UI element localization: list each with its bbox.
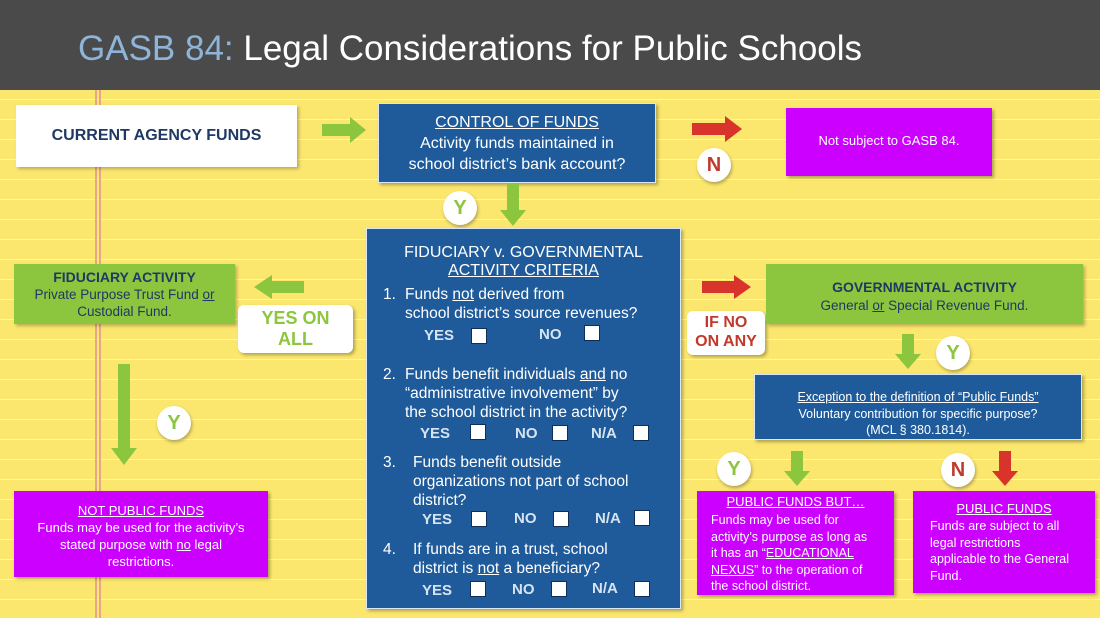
criterion-emphasis: and [579, 366, 606, 383]
exception-line2: (MCL § 380.1814). [866, 423, 970, 437]
public-funds-body [930, 518, 1069, 584]
public-funds-but-heading: PUBLIC FUNDS BUT… [726, 494, 865, 509]
no-checkbox[interactable] [553, 511, 569, 527]
no-checkbox[interactable] [552, 425, 568, 441]
governmental-line1 [766, 298, 1083, 313]
not-public-funds-text: legal [190, 537, 222, 552]
criterion-text: Funds [405, 286, 453, 303]
governmental-emphasis: or [872, 298, 885, 313]
current-agency-funds-box [16, 105, 297, 167]
fiduciary-text: Private Purpose Trust Fund [34, 287, 203, 302]
not-public-funds-line3: restrictions. [107, 554, 175, 569]
not-public-funds-heading: NOT PUBLIC FUNDS [77, 503, 205, 518]
yes-label-text: YES [420, 425, 451, 442]
na-label-text: N/A [595, 510, 621, 527]
yes-checkbox[interactable] [470, 424, 486, 440]
public-funds-box [913, 491, 1095, 593]
yes-checkbox[interactable] [471, 328, 487, 344]
na-label [591, 425, 617, 442]
yes-label-text: YES [422, 582, 453, 599]
fiduciary-heading: FIDUCIARY ACTIVITY [53, 269, 196, 285]
no-label-text: NO [512, 581, 535, 598]
no-label [539, 326, 562, 343]
public-funds-but-text: it has an “ [711, 546, 766, 560]
yes-on-all-line2: ALL [278, 329, 313, 349]
yes-label [422, 582, 452, 599]
criterion-text: the school district in the activity? [405, 404, 628, 421]
if-no-on-any-line2: ON ANY [695, 333, 757, 350]
yes-checkbox[interactable] [471, 511, 487, 527]
criterion-number: 2. [383, 366, 396, 383]
criteria-box [366, 228, 681, 609]
public-funds-but-text: the school district. [711, 579, 812, 593]
public-funds-text: Fund. [930, 568, 962, 583]
not-subject-box [786, 108, 992, 176]
if-no-on-any-line1: IF NO [704, 314, 748, 331]
yes-arrow-right [322, 117, 368, 143]
public-funds-text: legal restrictions [930, 535, 1021, 550]
criterion-text: school district’s source revenues? [405, 305, 638, 322]
yes-badge: Y [717, 452, 751, 486]
exception-heading: Exception to the definition of “Public Funds” [797, 390, 1039, 404]
na-label [592, 580, 618, 597]
criteria-subheading: ACTIVITY CRITERIA [448, 262, 599, 279]
control-of-funds-line2: school district’s bank account? [408, 156, 626, 173]
no-arrow-down [992, 451, 1018, 487]
public-funds-text: applicable to the General [930, 552, 1069, 566]
no-label-text: NO [539, 326, 562, 343]
yes-label-text: YES [422, 511, 453, 528]
title-text: Legal Considerations for Public Schools [233, 29, 863, 68]
yes-badge: Y [443, 191, 477, 225]
not-public-funds-box [14, 491, 268, 577]
yes-on-all-label [238, 305, 353, 353]
no-label-text: NO [514, 510, 537, 527]
criterion-text: no [605, 366, 628, 383]
governmental-text: General [820, 298, 873, 313]
exception-box [754, 374, 1082, 440]
na-checkbox[interactable] [634, 510, 650, 526]
yes-arrow-down [784, 451, 810, 487]
no-label [512, 581, 535, 598]
nexus-emphasis: NEXUS [711, 562, 755, 577]
current-agency-funds-label: CURRENT AGENCY FUNDS [51, 127, 262, 144]
no-label-text: NO [515, 425, 538, 442]
criterion-emphasis: not [477, 560, 500, 577]
no-arrow-right [702, 275, 752, 299]
governmental-heading: GOVERNMENTAL ACTIVITY [832, 279, 1017, 295]
criterion-text: district is [413, 560, 478, 577]
not-public-funds-line2 [14, 537, 268, 552]
no-label [515, 425, 538, 442]
no-badge: N [941, 453, 975, 487]
public-funds-heading: PUBLIC FUNDS [956, 501, 1052, 516]
criterion-text: “administrative involvement” by [405, 385, 619, 402]
if-no-on-any-label [687, 311, 765, 355]
criterion-number: 3. [383, 454, 396, 471]
public-funds-but-body [711, 512, 867, 595]
not-subject-text: Not subject to GASB 84. [818, 133, 960, 148]
not-public-funds-emphasis: no [176, 537, 191, 552]
control-of-funds-box [378, 103, 656, 183]
yes-arrow-down [111, 364, 137, 466]
yes-arrow-left [254, 275, 306, 299]
not-public-funds-line1: Funds may be used for the activity’s [37, 520, 245, 535]
no-arrow-right [692, 116, 744, 142]
criterion-text: Funds benefit outside [413, 454, 562, 471]
yes-label [420, 425, 450, 442]
page-title [78, 30, 862, 69]
criterion-text: a beneficiary? [499, 560, 600, 577]
yes-arrow-down [500, 183, 526, 227]
public-funds-but-text: activity’s purpose as long as [711, 529, 868, 544]
public-funds-but-box [697, 491, 894, 595]
title-bar [0, 0, 1100, 90]
fiduciary-emphasis: or [202, 287, 215, 302]
criteria-heading: FIDUCIARY v. GOVERNMENTAL [404, 244, 643, 261]
no-checkbox[interactable] [551, 581, 567, 597]
title-accent: GASB 84: [78, 29, 234, 68]
no-badge: N [697, 148, 731, 182]
fiduciary-line2: Custodial Fund. [77, 304, 172, 319]
fiduciary-activity-box [14, 264, 235, 324]
exception-line1: Voluntary contribution for specific purpose? [798, 407, 1038, 421]
public-funds-but-text: Funds may be used for [711, 513, 839, 527]
na-label-text: N/A [591, 425, 617, 442]
criterion-text: If funds are in a trust, school [413, 541, 608, 558]
na-checkbox[interactable] [633, 425, 649, 441]
yes-on-all-line1: YES ON [261, 308, 330, 328]
control-of-funds-heading: CONTROL OF FUNDS [435, 114, 599, 131]
yes-label [422, 511, 452, 528]
fiduciary-line1 [14, 287, 235, 302]
criterion-text: derived from [473, 286, 565, 303]
criterion-number: 4. [383, 541, 396, 558]
criterion-1-options [424, 327, 454, 344]
yes-badge: Y [936, 336, 970, 370]
control-of-funds-line1: Activity funds maintained in [420, 135, 614, 152]
yes-checkbox[interactable] [470, 581, 486, 597]
na-label [595, 510, 621, 527]
public-funds-text: Funds are subject to all [930, 519, 1060, 533]
criterion-text: organizations not part of school [413, 473, 629, 490]
criterion-text: district? [413, 492, 467, 509]
governmental-text: Special Revenue Fund. [884, 298, 1029, 313]
criterion-emphasis: not [452, 286, 474, 303]
na-label-text: N/A [592, 580, 618, 597]
yes-badge: Y [157, 406, 191, 440]
governmental-activity-box [766, 264, 1083, 324]
yes-arrow-down [895, 334, 921, 370]
not-public-funds-text: stated purpose with [60, 537, 177, 552]
na-checkbox[interactable] [634, 581, 650, 597]
no-checkbox[interactable] [584, 325, 600, 341]
public-funds-but-text: ” to the operation of [754, 562, 863, 577]
criterion-text: Funds benefit individuals [405, 366, 580, 383]
criterion-number: 1. [383, 286, 396, 303]
yes-label: YES [424, 327, 455, 344]
no-label [514, 510, 537, 527]
educational-emphasis: EDUCATIONAL [765, 546, 854, 560]
